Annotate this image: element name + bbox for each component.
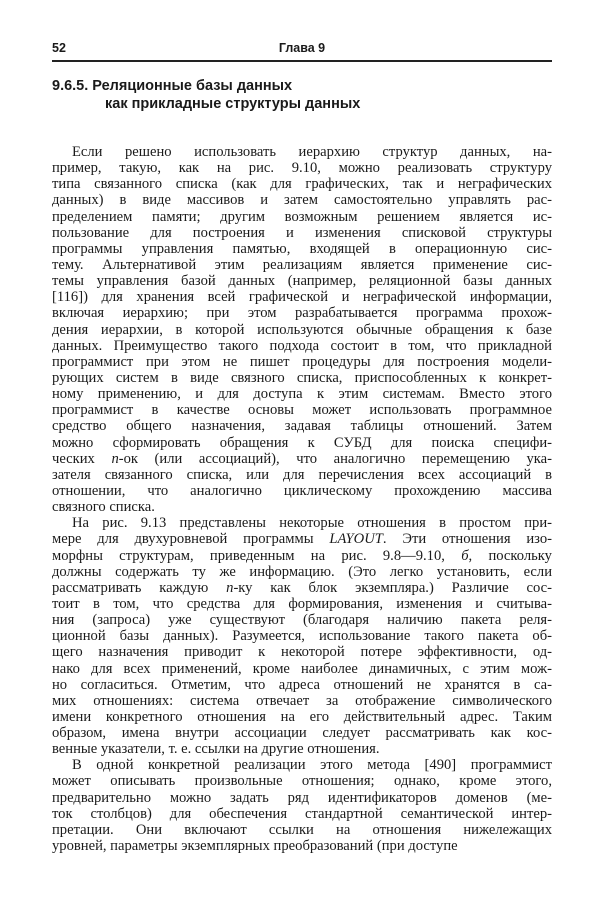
text-line	[52, 612, 552, 628]
text-segment: пределением памяти; другим возможным решением является ис-	[52, 208, 552, 225]
text-segment: дения иерархии, в которой используются обычные обращения к базе	[52, 321, 552, 338]
text-line	[52, 176, 552, 192]
text-line	[52, 644, 552, 660]
chapter-title: Глава 9	[278, 41, 326, 55]
text-segment: рующих систем в виде связного списка, приспособленных к конкрет-	[52, 369, 552, 386]
text-line	[52, 515, 552, 531]
text-line	[52, 499, 552, 515]
text-segment: ния (запроса) уже существуют (благодаря наличию пакета реля-	[52, 612, 552, 629]
text-segment: ток столбцов) для обеспечения стандартной семантической интер-	[52, 805, 552, 822]
text-line	[52, 451, 552, 467]
text-line	[52, 531, 552, 547]
text-line	[52, 725, 552, 741]
text-segment: тоит в том, что средства для формирования, изменения и считыва-	[52, 595, 552, 612]
text-segment: тему. Альтернативой этим реализациям является применение сис-	[52, 256, 552, 273]
text-line	[52, 289, 552, 305]
text-line	[52, 209, 552, 225]
text-segment: темы управления базой данных (например, реляционной базы данных	[52, 273, 552, 290]
text-segment: образом, имена внутри ассоциации следует рассматривать как кос-	[52, 725, 552, 742]
text-segment: морфны структурам, приведенным на рис. 9.8—9.10,	[52, 547, 462, 564]
body-text	[52, 144, 552, 854]
italic-term: n	[111, 450, 119, 467]
text-segment: предварительно можно задать ряд идентификаторов доменов (ме-	[52, 789, 552, 806]
text-line	[52, 144, 552, 160]
text-line	[52, 225, 552, 241]
header-rule	[52, 60, 552, 62]
text-line	[52, 305, 552, 321]
text-line	[52, 418, 552, 434]
text-segment: Если решено использовать иерархию структур данных, на-	[72, 144, 552, 160]
text-segment: мере для двухуровневой программы	[52, 531, 330, 548]
text-segment: щего назначения приводит к некоторой потере эффективности, од-	[52, 644, 552, 661]
text-segment: зателя связанного списка, или для перечисления всех ассоциаций в	[52, 466, 552, 483]
text-line	[52, 402, 552, 418]
text-segment: [116]) для хранения всей графической и неграфической информации,	[52, 289, 552, 306]
text-segment: программист при этом не пишет процедуры для построения модели-	[52, 353, 552, 370]
section-heading-line-1: 9.6.5. Реляционные базы данных	[52, 78, 293, 94]
text-segment: должны содержать ту же информацию. (Это легко установить, если	[52, 563, 552, 580]
text-segment: -ку как блок экземпляра.) Различие сос-	[233, 579, 552, 596]
text-segment: претации. Они включают ссылки на отношения нижележащих	[52, 821, 552, 838]
italic-term: LAYOUT	[329, 531, 383, 548]
italic-term: б	[461, 547, 469, 564]
text-segment: венные указатели, т. е. ссылки на другие отношения.	[52, 741, 380, 758]
text-segment: пользование для построения и изменения списковой структуры	[52, 224, 552, 241]
text-line	[52, 548, 552, 564]
text-line	[52, 192, 552, 208]
text-line	[52, 370, 552, 386]
text-line	[52, 467, 552, 483]
text-line	[52, 677, 552, 693]
text-segment: уровней, параметры экземплярных преобразований (при доступе	[52, 838, 458, 855]
text-line	[52, 483, 552, 499]
text-line	[52, 273, 552, 289]
text-line	[52, 822, 552, 838]
text-segment: В одной конкретной реализации этого метода [490] программист	[72, 757, 552, 774]
text-segment: -ок (или ассоциаций), что аналогично перемещению ука-	[118, 450, 552, 467]
text-line	[52, 564, 552, 580]
text-segment: мих отношениях: система отвечает за отображение символического	[52, 692, 552, 709]
text-line	[52, 661, 552, 677]
text-segment: имени конкретного отношения на его действительный адрес. Таким	[52, 708, 552, 725]
text-line	[52, 435, 552, 451]
text-segment: ционной базы данных). Разумеется, использование такого пакета об-	[52, 628, 552, 645]
text-line	[52, 693, 552, 709]
text-line	[52, 354, 552, 370]
text-segment: средство общего назначения, задавая таблицы отношений. Затем	[52, 418, 552, 435]
text-line	[52, 338, 552, 354]
paragraph	[52, 144, 552, 515]
text-segment: нако для всех применений, кроме наиболее динамичных, с этим мож-	[52, 660, 552, 677]
text-line	[52, 322, 552, 338]
text-line	[52, 741, 552, 757]
text-line	[52, 628, 552, 644]
text-line	[52, 241, 552, 257]
text-segment: данных) в виде массивов и затем самостоятельно управлять рас-	[52, 192, 552, 209]
text-segment: может описывать произвольные отношения; однако, кроме этого,	[52, 773, 552, 790]
text-line	[52, 773, 552, 789]
text-line	[52, 257, 552, 273]
text-segment: данных. Преимущество такого подхода состоит в том, что прикладной	[52, 337, 552, 354]
text-segment: программы управления памятью, входящей в операционную сис-	[52, 240, 552, 257]
section-heading	[52, 77, 360, 113]
text-line	[52, 757, 552, 773]
text-segment: пример, такую, как на рис. 9.10, можно реализовать структуру	[52, 160, 552, 177]
text-segment: ному применению, и для доступа к этим системам. Вместо этого	[52, 386, 552, 403]
text-segment: рассматривать каждую	[52, 579, 227, 596]
text-segment: включая иерархию; при этом разрабатывается программа прохож-	[52, 305, 552, 322]
text-line	[52, 160, 552, 176]
text-segment: но согласиться. Отметим, что адреса отношений не хранятся в са-	[52, 676, 552, 693]
text-line	[52, 596, 552, 612]
text-segment: типа связанного списка (как для графических, так и неграфических	[52, 176, 552, 193]
italic-term: n	[226, 579, 234, 596]
paragraph	[52, 757, 552, 854]
text-segment: На рис. 9.13 представлены некоторые отношения в простом при-	[72, 515, 552, 532]
text-segment: связного списка.	[52, 499, 155, 516]
text-line	[52, 806, 552, 822]
paragraph	[52, 515, 552, 757]
text-segment: программист в качестве основы может использовать программное	[52, 402, 552, 419]
text-line	[52, 386, 552, 402]
text-segment: отношении, что аналогично циклическому прохождению массива	[52, 482, 552, 499]
page-number: 52	[52, 41, 66, 55]
running-header	[52, 41, 552, 59]
text-line	[52, 709, 552, 725]
text-segment: ческих	[52, 450, 112, 467]
text-line	[52, 580, 552, 596]
text-segment: , поскольку	[468, 547, 552, 564]
text-line	[52, 838, 552, 854]
text-line	[52, 790, 552, 806]
text-segment: можно сформировать обращения к СУБД для поиска специфи-	[52, 434, 552, 451]
text-segment: . Эти отношения изо-	[382, 531, 552, 548]
section-heading-line-2: как прикладные структуры данных	[105, 96, 361, 112]
